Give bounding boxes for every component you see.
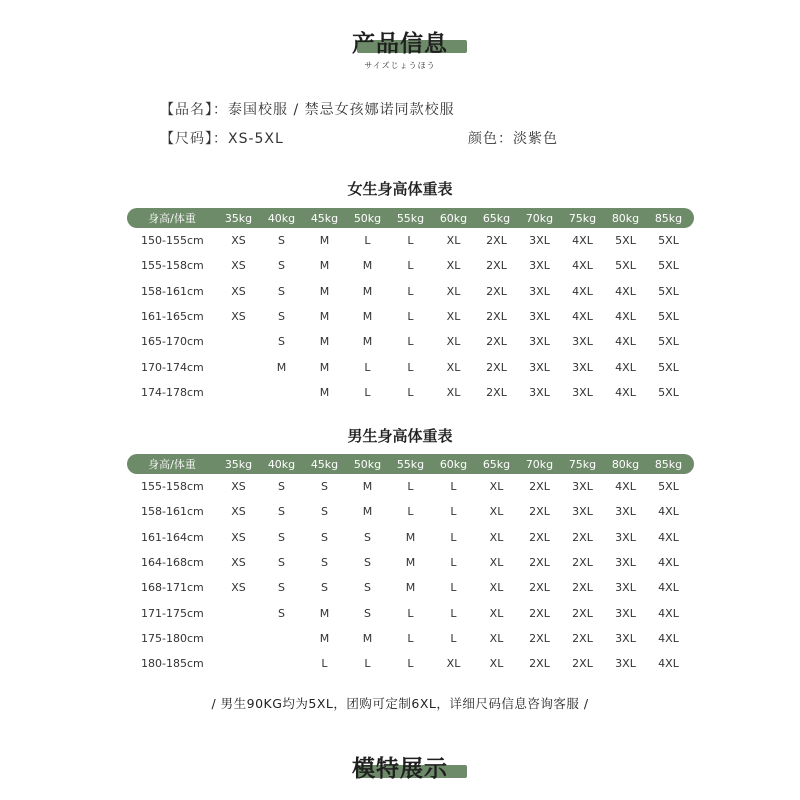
size-cell: L xyxy=(407,234,414,248)
size-cell: 3XL xyxy=(529,385,550,399)
height-range-cell: 175-180cm xyxy=(141,631,204,645)
product-size-line xyxy=(160,128,284,148)
header-weight: 50kg xyxy=(353,211,382,225)
product-color-value: 淡紫色 xyxy=(513,131,558,147)
height-range-cell: 180-185cm xyxy=(141,657,204,671)
women-size-chart-title: 女生身高体重表 xyxy=(347,180,453,198)
header-weight: 35kg xyxy=(224,211,253,225)
size-cell: 3XL xyxy=(529,360,550,374)
size-cell: XL xyxy=(446,284,461,298)
size-cell: 3XL xyxy=(615,530,636,544)
size-cell: 2XL xyxy=(529,606,550,620)
size-cell: XL xyxy=(446,234,461,248)
size-cell: M xyxy=(319,631,330,645)
size-cell: M xyxy=(362,310,373,324)
table-row xyxy=(127,304,694,329)
size-cell: 4XL xyxy=(658,657,679,671)
height-range-cell: 170-174cm xyxy=(141,360,204,374)
size-cell: 5XL xyxy=(658,234,679,248)
height-range-cell: 168-171cm xyxy=(141,581,204,595)
size-cell: XL xyxy=(446,360,461,374)
height-range-cell: 165-170cm xyxy=(141,335,204,349)
size-cell: S xyxy=(278,234,285,248)
size-cell: S xyxy=(321,505,328,519)
size-cell: S xyxy=(364,530,371,544)
size-cell: 2XL xyxy=(572,606,593,620)
size-cell: XS xyxy=(231,556,246,570)
size-cell: L xyxy=(450,530,457,544)
size-cell: XS xyxy=(231,480,246,494)
size-cell: XS xyxy=(231,259,246,273)
size-cell: 2XL xyxy=(486,335,507,349)
size-cell: 2XL xyxy=(572,631,593,645)
header-weight: 55kg xyxy=(396,457,425,471)
header-weight: 60kg xyxy=(439,211,468,225)
men-size-chart-title: 男生身高体重表 xyxy=(347,427,453,445)
size-cell: 2XL xyxy=(529,657,550,671)
header-weight: 70kg xyxy=(525,211,554,225)
model-display-title: 模特展示 xyxy=(352,756,448,782)
size-cell: S xyxy=(278,480,285,494)
size-cell: M xyxy=(362,480,373,494)
size-cell: L xyxy=(407,284,414,298)
size-cell: L xyxy=(450,581,457,595)
size-cell: S xyxy=(364,556,371,570)
table-header xyxy=(127,454,694,474)
size-cell: 5XL xyxy=(658,480,679,494)
size-cell: S xyxy=(278,259,285,273)
size-cell: 3XL xyxy=(572,505,593,519)
size-cell: 3XL xyxy=(615,581,636,595)
size-cell: S xyxy=(278,530,285,544)
size-cell: M xyxy=(319,360,330,374)
size-cell: 3XL xyxy=(529,310,550,324)
header-weight: 40kg xyxy=(267,211,296,225)
size-cell: 2XL xyxy=(486,284,507,298)
size-cell: M xyxy=(362,631,373,645)
size-cell: S xyxy=(321,581,328,595)
size-cell: L xyxy=(407,259,414,273)
height-range-cell: 174-178cm xyxy=(141,385,204,399)
size-cell: S xyxy=(278,505,285,519)
size-cell: XL xyxy=(446,385,461,399)
size-cell: L xyxy=(450,556,457,570)
size-cell: 4XL xyxy=(658,631,679,645)
size-cell: 3XL xyxy=(572,385,593,399)
size-cell: 2XL xyxy=(529,530,550,544)
size-cell: XL xyxy=(489,657,504,671)
header-weight: 85kg xyxy=(654,211,683,225)
product-color-label: 颜色： xyxy=(468,131,513,147)
size-cell: XL xyxy=(446,259,461,273)
header-weight: 55kg xyxy=(396,211,425,225)
header-weight: 80kg xyxy=(611,211,640,225)
size-cell: 4XL xyxy=(572,259,593,273)
size-cell: 4XL xyxy=(615,480,636,494)
size-cell: L xyxy=(407,606,414,620)
size-cell: 2XL xyxy=(486,360,507,374)
size-cell: 3XL xyxy=(572,335,593,349)
height-range-cell: 158-161cm xyxy=(141,284,204,298)
size-cell: 4XL xyxy=(658,581,679,595)
size-cell: XS xyxy=(231,234,246,248)
size-cell: 2XL xyxy=(572,556,593,570)
table-row xyxy=(127,253,694,278)
size-cell: S xyxy=(321,530,328,544)
size-cell: 5XL xyxy=(658,385,679,399)
size-cell: XL xyxy=(489,505,504,519)
size-cell: 5XL xyxy=(615,259,636,273)
header-weight: 60kg xyxy=(439,457,468,471)
header-height-weight: 身高/体重 xyxy=(148,458,196,471)
size-cell: 2XL xyxy=(486,234,507,248)
size-note: / 男生90KG均为5XL，团购可定制6XL，详细尺码信息咨询客服 / xyxy=(211,696,589,711)
size-cell: XL xyxy=(489,631,504,645)
table-row xyxy=(127,228,694,253)
size-cell: S xyxy=(278,284,285,298)
height-range-cell: 155-158cm xyxy=(141,480,204,494)
product-info-subtitle: サイズじょうほう xyxy=(364,61,436,70)
size-cell: 4XL xyxy=(572,234,593,248)
header-weight: 75kg xyxy=(568,457,597,471)
size-cell: L xyxy=(407,360,414,374)
size-cell: 5XL xyxy=(658,335,679,349)
men-size-table xyxy=(127,454,694,676)
size-cell: L xyxy=(407,335,414,349)
height-range-cell: 161-165cm xyxy=(141,310,204,324)
size-cell: M xyxy=(319,284,330,298)
table-row xyxy=(127,626,694,651)
size-cell: XL xyxy=(489,556,504,570)
table-row xyxy=(127,329,694,354)
table-row xyxy=(127,575,694,600)
size-cell: 2XL xyxy=(486,385,507,399)
size-cell: XS xyxy=(231,505,246,519)
size-cell: 5XL xyxy=(615,234,636,248)
size-cell: L xyxy=(407,480,414,494)
header-weight: 35kg xyxy=(224,457,253,471)
size-cell: L xyxy=(450,631,457,645)
size-cell: 3XL xyxy=(615,657,636,671)
product-size-label: 【尺码】： xyxy=(160,131,228,147)
size-cell: XS xyxy=(231,284,246,298)
size-cell: 4XL xyxy=(615,335,636,349)
height-range-cell: 155-158cm xyxy=(141,259,204,273)
size-cell: XS xyxy=(231,581,246,595)
size-cell: S xyxy=(364,606,371,620)
header-weight: 85kg xyxy=(654,457,683,471)
height-range-cell: 150-155cm xyxy=(141,234,204,248)
table-row xyxy=(127,279,694,304)
size-cell: 4XL xyxy=(615,385,636,399)
size-cell: M xyxy=(319,335,330,349)
header-weight: 45kg xyxy=(310,211,339,225)
height-range-cell: 158-161cm xyxy=(141,505,204,519)
size-cell: 3XL xyxy=(529,259,550,273)
size-cell: L xyxy=(407,657,414,671)
size-cell: 4XL xyxy=(658,606,679,620)
size-cell: S xyxy=(278,606,285,620)
size-cell: 3XL xyxy=(529,234,550,248)
header-height-weight: 身高/体重 xyxy=(148,212,196,225)
size-cell: 4XL xyxy=(615,284,636,298)
size-cell: 4XL xyxy=(658,530,679,544)
size-cell: 2XL xyxy=(572,657,593,671)
header-weight: 75kg xyxy=(568,211,597,225)
size-cell: L xyxy=(450,606,457,620)
product-name-label: 【品名】： xyxy=(160,102,228,118)
size-cell: 2XL xyxy=(529,505,550,519)
size-cell: 5XL xyxy=(658,259,679,273)
size-cell: L xyxy=(407,505,414,519)
product-size-value: XS-5XL xyxy=(228,131,284,147)
size-cell: XL xyxy=(446,657,461,671)
size-cell: M xyxy=(276,360,287,374)
size-cell: 4XL xyxy=(572,284,593,298)
size-cell: M xyxy=(405,556,416,570)
header-weight: 65kg xyxy=(482,211,511,225)
size-cell: M xyxy=(362,505,373,519)
size-cell: 5XL xyxy=(658,360,679,374)
size-cell: 2XL xyxy=(529,631,550,645)
table-row xyxy=(127,499,694,524)
size-cell: 3XL xyxy=(572,360,593,374)
header-weight: 80kg xyxy=(611,457,640,471)
product-name-value: 泰国校服 / 禁忌女孩娜诺同款校服 xyxy=(228,102,455,118)
size-cell: XL xyxy=(489,480,504,494)
size-cell: 3XL xyxy=(615,505,636,519)
size-cell: 4XL xyxy=(572,310,593,324)
size-cell: M xyxy=(362,284,373,298)
size-cell: L xyxy=(364,234,371,248)
size-cell: M xyxy=(405,530,416,544)
size-cell: 2XL xyxy=(486,259,507,273)
size-cell: M xyxy=(319,606,330,620)
size-cell: XL xyxy=(489,606,504,620)
size-cell: 3XL xyxy=(615,556,636,570)
size-cell: 3XL xyxy=(572,480,593,494)
table-row xyxy=(127,550,694,575)
size-cell: L xyxy=(450,480,457,494)
product-name-line xyxy=(160,99,455,119)
size-cell: 3XL xyxy=(529,284,550,298)
table-row xyxy=(127,474,694,499)
height-range-cell: 171-175cm xyxy=(141,606,204,620)
size-cell: L xyxy=(407,631,414,645)
size-cell: 2XL xyxy=(529,556,550,570)
size-cell: L xyxy=(321,657,328,671)
size-cell: M xyxy=(319,385,330,399)
header-weight: 50kg xyxy=(353,457,382,471)
size-cell: XL xyxy=(489,581,504,595)
size-cell: L xyxy=(364,657,371,671)
size-cell: 4XL xyxy=(658,505,679,519)
table-row xyxy=(127,651,694,676)
size-cell: M xyxy=(362,259,373,273)
size-cell: M xyxy=(319,234,330,248)
size-cell: 5XL xyxy=(658,310,679,324)
size-cell: 2XL xyxy=(572,581,593,595)
size-cell: M xyxy=(362,335,373,349)
product-info-title: 产品信息 xyxy=(352,31,448,57)
table-row xyxy=(127,380,694,405)
size-cell: 2XL xyxy=(572,530,593,544)
size-cell: 2XL xyxy=(486,310,507,324)
table-row xyxy=(127,354,694,379)
women-size-table xyxy=(127,208,694,405)
header-weight: 70kg xyxy=(525,457,554,471)
header-weight: 65kg xyxy=(482,457,511,471)
size-cell: S xyxy=(278,556,285,570)
size-cell: 3XL xyxy=(529,335,550,349)
size-cell: L xyxy=(364,360,371,374)
table-header xyxy=(127,208,694,228)
header-weight: 40kg xyxy=(267,457,296,471)
header-weight: 45kg xyxy=(310,457,339,471)
size-cell: S xyxy=(278,581,285,595)
size-cell: 3XL xyxy=(615,606,636,620)
size-cell: XL xyxy=(446,335,461,349)
size-cell: XL xyxy=(489,530,504,544)
size-cell: L xyxy=(364,385,371,399)
size-cell: S xyxy=(278,335,285,349)
size-cell: 2XL xyxy=(529,581,550,595)
table-row xyxy=(127,525,694,550)
size-cell: L xyxy=(450,505,457,519)
table-row xyxy=(127,600,694,625)
size-cell: 3XL xyxy=(615,631,636,645)
height-range-cell: 164-168cm xyxy=(141,556,204,570)
size-cell: M xyxy=(319,310,330,324)
height-range-cell: 161-164cm xyxy=(141,530,204,544)
size-cell: S xyxy=(321,556,328,570)
size-cell: S xyxy=(278,310,285,324)
product-color-line xyxy=(468,128,558,148)
size-cell: S xyxy=(321,480,328,494)
size-cell: XS xyxy=(231,530,246,544)
size-cell: 5XL xyxy=(658,284,679,298)
size-cell: L xyxy=(407,310,414,324)
size-cell: 4XL xyxy=(615,360,636,374)
size-cell: M xyxy=(319,259,330,273)
size-cell: 4XL xyxy=(658,556,679,570)
size-cell: XL xyxy=(446,310,461,324)
size-cell: L xyxy=(407,385,414,399)
size-cell: 2XL xyxy=(529,480,550,494)
size-cell: 4XL xyxy=(615,310,636,324)
model-display-banner xyxy=(0,745,800,795)
size-cell: M xyxy=(405,581,416,595)
size-cell: XS xyxy=(231,310,246,324)
size-cell: S xyxy=(364,581,371,595)
